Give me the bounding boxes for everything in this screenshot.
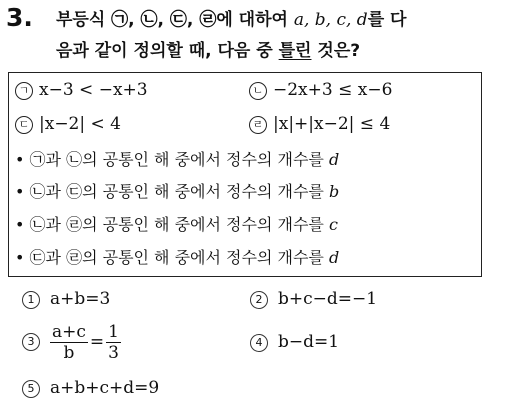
choice-4[interactable] <box>250 331 339 353</box>
condition-text-2: • ㉡과 ㉢의 공통인 해 중에서 정수의 개수를 <box>15 182 324 201</box>
inequality-3 <box>15 113 121 135</box>
inequality-marker-3: ㄷ <box>15 116 33 134</box>
choice-number-2: 2 <box>250 291 268 309</box>
choice3-rhs-denominator: 3 <box>108 342 119 363</box>
choice3-fraction-left <box>50 322 88 363</box>
choice-number-4: 4 <box>250 334 268 352</box>
choice3-equals: = <box>89 332 105 352</box>
condition-text-1: • ㉠과 ㉡의 공통인 해 중에서 정수의 개수를 <box>15 150 324 169</box>
choice-expr-4: b−d=1 <box>278 332 340 352</box>
question-line2-after: 것은? <box>311 41 361 61</box>
definition-box <box>8 72 482 277</box>
choice3-rhs-numerator: 1 <box>108 321 119 342</box>
inequality-4 <box>249 113 390 135</box>
condition-var-2: b <box>328 182 340 201</box>
question-line-2 <box>56 40 360 62</box>
inequality-expr-3: |x−2| < 4 <box>39 114 121 134</box>
condition-4 <box>15 247 339 269</box>
choice-expr-5: a+b+c+d=9 <box>50 378 160 398</box>
inequality-expr-4: |x|+|x−2| ≤ 4 <box>273 114 391 134</box>
inequality-expr-1: x−3 < −x+3 <box>39 80 148 100</box>
choice-1[interactable] <box>22 288 110 310</box>
choice-number-5: 5 <box>22 380 40 398</box>
condition-text-4: • ㉢과 ㉣의 공통인 해 중에서 정수의 개수를 <box>15 248 324 267</box>
choice3-fraction-right <box>106 322 121 363</box>
choice3-numerator: a+c <box>52 321 86 342</box>
question-line1-vars: a, b, c, d <box>293 10 368 30</box>
choice-expr-2: b+c−d=−1 <box>278 289 378 309</box>
choice-number-1: 1 <box>22 291 40 309</box>
inequality-expr-2: −2x+3 ≤ x−6 <box>273 80 393 100</box>
condition-var-3: c <box>328 215 338 234</box>
question-number: 3. <box>6 3 33 32</box>
question-line1-end: 를 다 <box>367 10 407 30</box>
condition-3 <box>15 214 338 236</box>
condition-1 <box>15 149 339 171</box>
question-line2-before: 음과 같이 정의할 때, 다음 중 <box>56 41 279 61</box>
choice-2[interactable] <box>250 288 377 310</box>
condition-var-1: d <box>328 150 340 169</box>
question-line-1 <box>56 9 406 31</box>
choice-5[interactable] <box>22 377 159 399</box>
inequality-marker-2: ㄴ <box>249 82 267 100</box>
condition-var-4: d <box>328 248 340 267</box>
inequality-marker-4: ㄹ <box>249 116 267 134</box>
inequality-2 <box>249 79 392 101</box>
choice-number-3: 3 <box>22 333 40 351</box>
inequality-1 <box>15 79 148 101</box>
condition-2 <box>15 181 339 203</box>
question-underlined-word: 틀린 <box>278 41 312 61</box>
choice3-denominator: b <box>63 342 75 363</box>
question-line1-text: 부등식 ㉠, ㉡, ㉢, ㉣에 대하여 <box>56 10 288 30</box>
condition-text-3: • ㉡과 ㉣의 공통인 해 중에서 정수의 개수를 <box>15 215 324 234</box>
choice-expr-1: a+b=3 <box>50 289 111 309</box>
inequality-marker-1: ㄱ <box>15 82 33 100</box>
choice-3[interactable] <box>22 320 121 364</box>
